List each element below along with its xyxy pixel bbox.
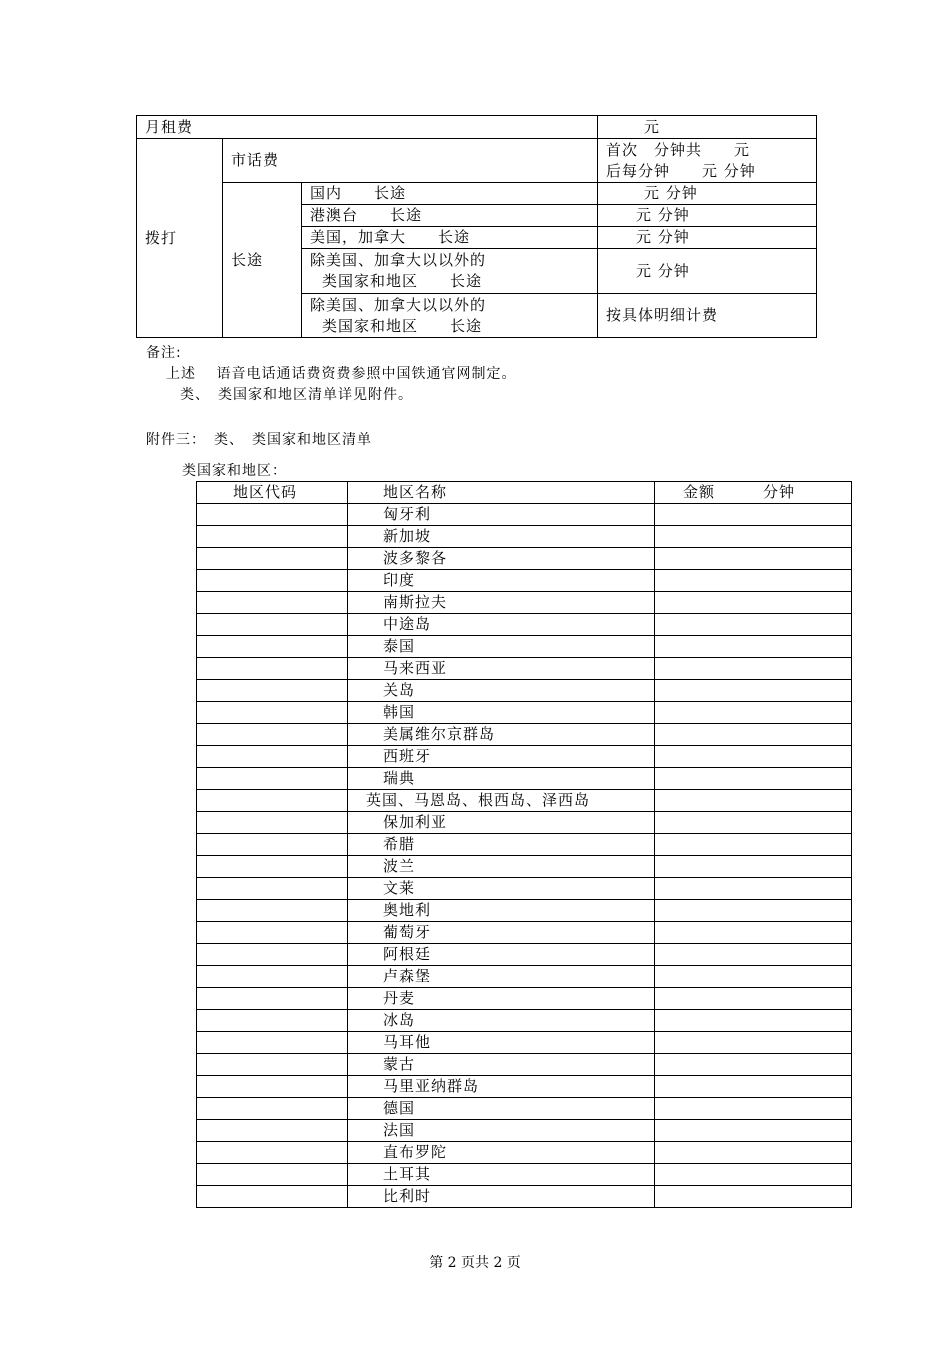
region-code-cell: [197, 922, 348, 944]
region-code-cell: [197, 878, 348, 900]
table-row: [197, 504, 852, 526]
local-fee-line1: 首次 分钟共 元: [606, 140, 751, 159]
region-name-cell: 波兰: [348, 856, 655, 878]
region-amount-cell: [655, 504, 852, 526]
region-code-cell: [197, 636, 348, 658]
region-code-cell: [197, 1164, 348, 1186]
region-name-cell: 西班牙: [348, 746, 655, 768]
region-amount-cell: [655, 922, 852, 944]
region-code-cell: [197, 834, 348, 856]
region-name-cell: 瑞典: [348, 768, 655, 790]
table-row: [197, 658, 852, 680]
table-row: [197, 746, 852, 768]
region-name-cell: 马耳他: [348, 1032, 655, 1054]
region-code-cell: [197, 812, 348, 834]
region-name-cell: 蒙古: [348, 1054, 655, 1076]
table-row: [197, 790, 852, 812]
region-amount-cell: [655, 900, 852, 922]
region-code-cell: [197, 1054, 348, 1076]
region-name-cell: 直布罗陀: [348, 1142, 655, 1164]
region-name-cell: 奥地利: [348, 900, 655, 922]
region-code-cell: [197, 658, 348, 680]
table-row: [197, 1076, 852, 1098]
table-row: [197, 570, 852, 592]
region-name-cell: 匈牙利: [348, 504, 655, 526]
region-name-cell: 德国: [348, 1098, 655, 1120]
long-item-class1-line1: 除美国、加拿大以以外的: [310, 251, 487, 269]
table-row: [197, 768, 852, 790]
region-amount-cell: [655, 614, 852, 636]
table-row: [197, 592, 852, 614]
table-row: [197, 1164, 852, 1186]
table-row: [197, 966, 852, 988]
long-item-class2: [302, 294, 598, 338]
region-code-cell: [197, 790, 348, 812]
region-amount-cell: [655, 1164, 852, 1186]
long-value-usca: 元 分钟: [598, 227, 817, 249]
region-code-cell: [197, 1142, 348, 1164]
region-amount-cell: [655, 878, 852, 900]
long-value-hkmotw: 元 分钟: [598, 205, 817, 227]
header-region-name: 地区名称: [348, 482, 655, 504]
region-amount-cell: [655, 966, 852, 988]
region-code-cell: [197, 768, 348, 790]
local-fee-value: [598, 139, 817, 183]
region-amount-cell: [655, 1120, 852, 1142]
region-code-cell: [197, 570, 348, 592]
region-amount-cell: [655, 1032, 852, 1054]
region-name-cell: 关岛: [348, 680, 655, 702]
table-row: [197, 944, 852, 966]
region-code-cell: [197, 1010, 348, 1032]
region-name-cell: 保加利亚: [348, 812, 655, 834]
monthly-fee-value: 元: [598, 116, 817, 139]
table-row: [197, 812, 852, 834]
long-value-domestic: 元 分钟: [598, 183, 817, 205]
region-amount-cell: [655, 548, 852, 570]
region-code-cell: [197, 724, 348, 746]
long-item-class1-line2: 类国家和地区 长途: [322, 272, 483, 290]
region-name-cell: 法国: [348, 1120, 655, 1142]
long-item-domestic: 国内 长途: [302, 183, 598, 205]
region-header-row: [197, 482, 852, 504]
region-table: [196, 481, 852, 1208]
region-name-cell: 印度: [348, 570, 655, 592]
region-code-cell: [197, 614, 348, 636]
region-amount-cell: [655, 724, 852, 746]
region-amount-cell: [655, 1142, 852, 1164]
region-name-cell: 比利时: [348, 1186, 655, 1208]
region-code-cell: [197, 966, 348, 988]
long-item-usca: 美国，加拿大 长途: [302, 227, 598, 249]
table-row: [197, 724, 852, 746]
region-amount-cell: [655, 1010, 852, 1032]
region-amount-cell: [655, 680, 852, 702]
table-row: [197, 702, 852, 724]
page-footer: 第 2 页共 2 页: [429, 1255, 521, 1271]
region-name-cell: 中途岛: [348, 614, 655, 636]
region-code-cell: [197, 1186, 348, 1208]
region-name-cell: 希腊: [348, 834, 655, 856]
region-name-cell: 美属维尔京群岛: [348, 724, 655, 746]
header-region-code: 地区代码: [197, 482, 348, 504]
long-item-class2-line2: 类国家和地区 长途: [322, 316, 483, 335]
region-name-cell: 马里亚纳群岛: [348, 1076, 655, 1098]
dial-label: 拨打: [137, 139, 223, 338]
region-code-cell: [197, 548, 348, 570]
local-fee-label: 市话费: [223, 139, 598, 183]
region-amount-cell: [655, 658, 852, 680]
long-item-hkmotw: 港澳台 长途: [302, 205, 598, 227]
region-amount-cell: [655, 592, 852, 614]
region-code-cell: [197, 504, 348, 526]
table-row: [197, 834, 852, 856]
region-name-cell: 泰国: [348, 636, 655, 658]
region-code-cell: [197, 592, 348, 614]
region-code-cell: [197, 1076, 348, 1098]
table-row: [197, 1032, 852, 1054]
region-name-cell: 马来西亚: [348, 658, 655, 680]
region-name-cell: 波多黎各: [348, 548, 655, 570]
table-row: [197, 1098, 852, 1120]
region-amount-cell: [655, 746, 852, 768]
local-fee-line2: 后每分钟 元 分钟: [606, 161, 756, 180]
region-amount-cell: [655, 812, 852, 834]
notes-line1: 上述 语音电话通话费资费参照中国铁通官网制定。: [166, 366, 517, 382]
long-value-class1: 元 分钟: [598, 249, 817, 294]
table-row: [197, 1142, 852, 1164]
region-name-cell: 新加坡: [348, 526, 655, 548]
table-row: [197, 900, 852, 922]
region-code-cell: [197, 944, 348, 966]
region-name-cell: 葡萄牙: [348, 922, 655, 944]
table-row: [197, 1186, 852, 1208]
region-name-cell: 土耳其: [348, 1164, 655, 1186]
region-amount-cell: [655, 834, 852, 856]
table-row: [197, 548, 852, 570]
table-row: [197, 614, 852, 636]
table-row: [197, 1054, 852, 1076]
table-row: [197, 680, 852, 702]
region-name-cell: 阿根廷: [348, 944, 655, 966]
region-code-cell: [197, 1098, 348, 1120]
region-code-cell: [197, 900, 348, 922]
region-amount-cell: [655, 1098, 852, 1120]
region-name-cell: 丹麦: [348, 988, 655, 1010]
appendix-title: 附件三： 类、 类国家和地区清单: [146, 432, 372, 448]
region-code-cell: [197, 680, 348, 702]
region-amount-cell: [655, 702, 852, 724]
region-name-cell: 南斯拉夫: [348, 592, 655, 614]
table-row: [197, 526, 852, 548]
long-distance-label: 长途: [223, 183, 302, 338]
region-amount-cell: [655, 1054, 852, 1076]
region-amount-cell: [655, 570, 852, 592]
notes-line2: 类、 类国家和地区清单详见附件。: [180, 387, 413, 403]
region-amount-cell: [655, 1186, 852, 1208]
region-amount-cell: [655, 944, 852, 966]
region-amount-cell: [655, 768, 852, 790]
region-amount-cell: [655, 988, 852, 1010]
region-code-cell: [197, 856, 348, 878]
table-row: [197, 1010, 852, 1032]
table-row: [197, 988, 852, 1010]
header-amount: 金额 分钟: [655, 482, 852, 504]
region-amount-cell: [655, 526, 852, 548]
region-code-cell: [197, 1032, 348, 1054]
table-row: [197, 636, 852, 658]
long-item-class2-line1: 除美国、加拿大以以外的: [310, 295, 487, 314]
region-amount-cell: [655, 790, 852, 812]
region-amount-cell: [655, 856, 852, 878]
region-name-cell: 冰岛: [348, 1010, 655, 1032]
long-item-class1: [302, 249, 598, 294]
table-row: [197, 856, 852, 878]
region-name-cell: 英国、马恩岛、根西岛、泽西岛: [348, 790, 655, 812]
region-code-cell: [197, 702, 348, 724]
notes-title: 备注:: [146, 345, 182, 361]
region-name-cell: 卢森堡: [348, 966, 655, 988]
appendix-subtitle: 类国家和地区：: [182, 463, 287, 479]
region-code-cell: [197, 746, 348, 768]
region-amount-cell: [655, 636, 852, 658]
region-name-cell: 韩国: [348, 702, 655, 724]
table-row: [197, 878, 852, 900]
region-name-cell: 文莱: [348, 878, 655, 900]
monthly-fee-label: 月租费: [137, 116, 598, 139]
region-code-cell: [197, 988, 348, 1010]
table-row: [197, 922, 852, 944]
long-value-class2: 按具体明细计费: [598, 294, 817, 338]
region-amount-cell: [655, 1076, 852, 1098]
region-code-cell: [197, 526, 348, 548]
fee-table: [136, 115, 817, 338]
region-code-cell: [197, 1120, 348, 1142]
table-row: [197, 1120, 852, 1142]
